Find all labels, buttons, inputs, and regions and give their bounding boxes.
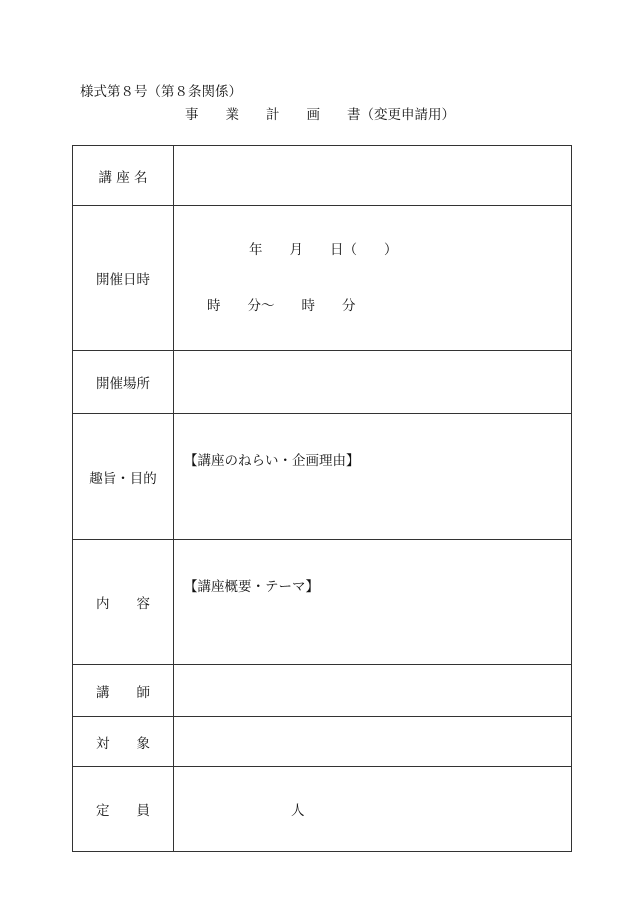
content-heading: 【講座概要・テーマ】 bbox=[184, 579, 319, 595]
instructor-field[interactable] bbox=[174, 665, 572, 717]
datetime-field[interactable] bbox=[174, 206, 572, 351]
instructor-row bbox=[73, 665, 572, 717]
venue-label: 開催場所 bbox=[73, 351, 174, 414]
capacity-row bbox=[73, 767, 572, 852]
venue-field[interactable] bbox=[174, 351, 572, 414]
target-label: 対 象 bbox=[73, 717, 174, 767]
business-plan-table bbox=[72, 145, 572, 852]
purpose-field[interactable] bbox=[174, 414, 572, 540]
target-field[interactable] bbox=[174, 717, 572, 767]
purpose-label: 趣旨・目的 bbox=[73, 414, 174, 540]
capacity-unit: 人 bbox=[291, 803, 305, 819]
course-name-field[interactable] bbox=[174, 146, 572, 206]
content-row bbox=[73, 540, 572, 665]
target-row bbox=[73, 717, 572, 767]
datetime-row bbox=[73, 206, 572, 351]
content-field[interactable] bbox=[174, 540, 572, 665]
capacity-label: 定 員 bbox=[73, 767, 174, 852]
form-number: 様式第８号（第８条関係） bbox=[80, 84, 242, 100]
instructor-label: 講 師 bbox=[73, 665, 174, 717]
capacity-field[interactable] bbox=[174, 767, 572, 852]
venue-row bbox=[73, 351, 572, 414]
course-name-label: 講 座 名 bbox=[73, 146, 174, 206]
purpose-row bbox=[73, 414, 572, 540]
course-name-row bbox=[73, 146, 572, 206]
content-label: 内 容 bbox=[73, 540, 174, 665]
date-line: 年 月 日（ ） bbox=[249, 242, 398, 258]
purpose-heading: 【講座のねらい・企画理由】 bbox=[184, 453, 360, 469]
time-line: 時 分～ 時 分 bbox=[207, 298, 356, 314]
document-title: 事 業 計 画 書（変更申請用） bbox=[185, 107, 455, 123]
datetime-label: 開催日時 bbox=[73, 206, 174, 351]
